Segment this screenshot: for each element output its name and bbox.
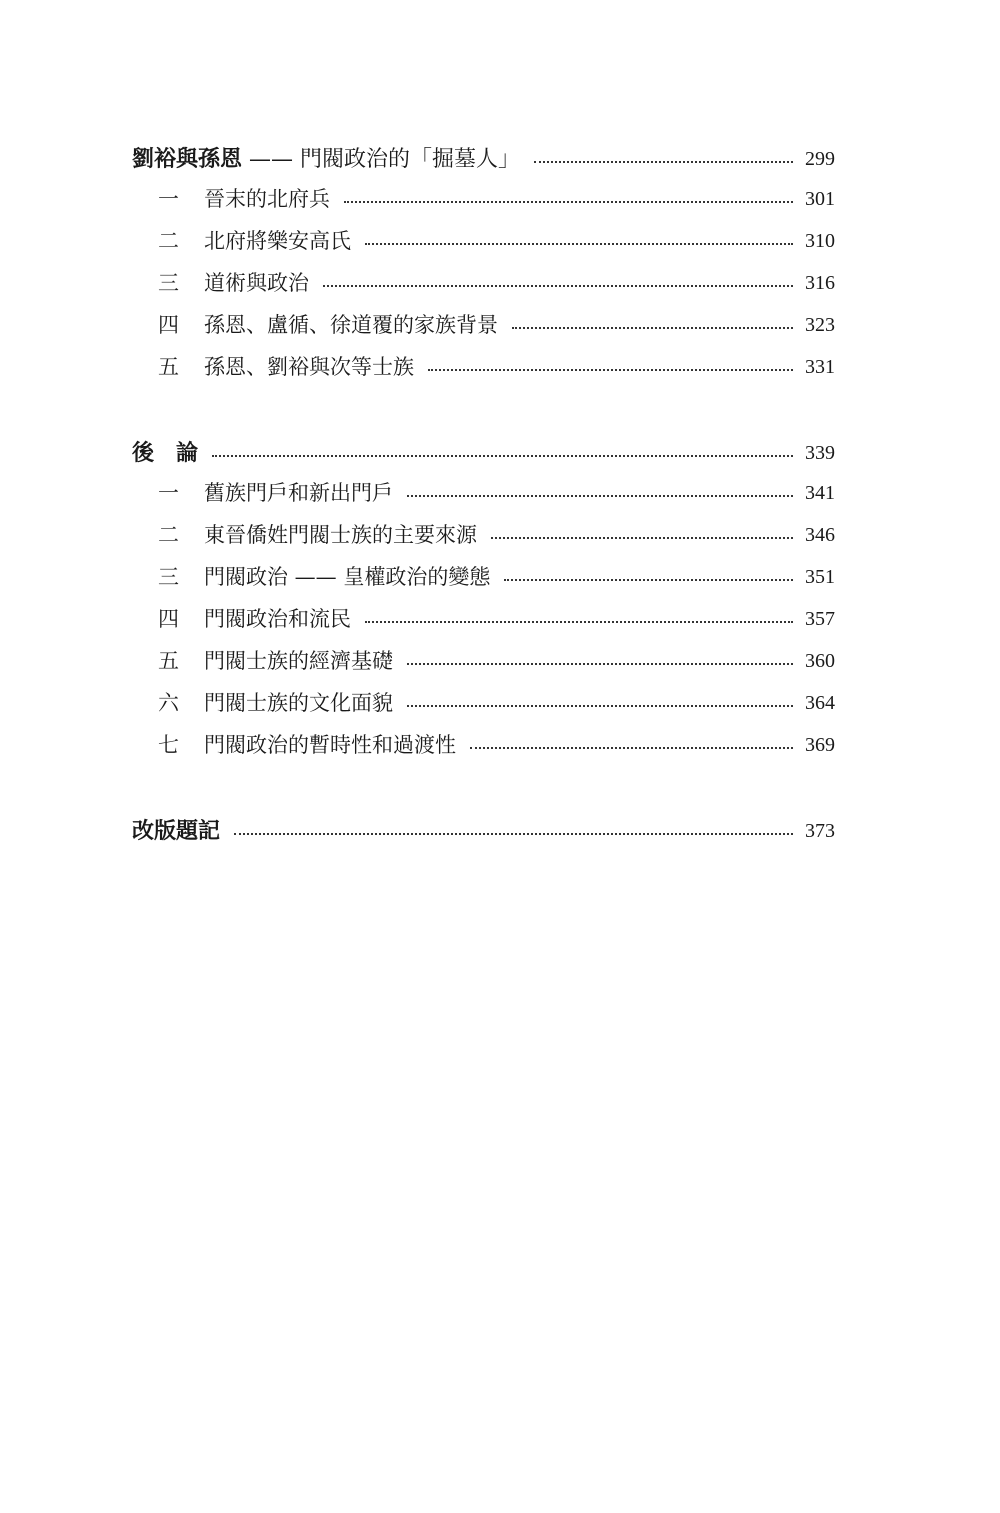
page-number: 310 bbox=[805, 230, 835, 252]
dot-leader bbox=[504, 579, 793, 581]
toc-section-conclusion bbox=[132, 434, 835, 766]
dot-leader bbox=[323, 285, 793, 287]
entry-number: 一 bbox=[158, 480, 179, 505]
toc-entry[interactable] bbox=[132, 724, 835, 766]
dot-leader bbox=[534, 161, 793, 163]
toc-entry[interactable] bbox=[132, 346, 835, 388]
entry-number: 三 bbox=[158, 270, 179, 295]
page-number: 331 bbox=[805, 356, 835, 378]
entry-number: 五 bbox=[158, 648, 179, 673]
chapter-subtitle: —— 門閥政治的「掘墓人」 bbox=[242, 146, 521, 172]
chapter-title: 改版題記 bbox=[132, 818, 221, 844]
toc-section-revision-note bbox=[132, 812, 835, 850]
toc-entry[interactable] bbox=[132, 514, 835, 556]
dot-leader bbox=[212, 455, 793, 457]
page-number: 301 bbox=[805, 188, 835, 210]
table-of-contents bbox=[132, 140, 835, 850]
dot-leader bbox=[365, 243, 793, 245]
toc-entry[interactable] bbox=[132, 178, 835, 220]
toc-section-liu-yu-sun-en bbox=[132, 140, 835, 388]
entry-number: 四 bbox=[158, 606, 179, 631]
dot-leader bbox=[470, 747, 793, 749]
page-number: 341 bbox=[805, 482, 835, 504]
entry-title: 門閥政治 —— 皇權政治的變態 bbox=[204, 564, 491, 589]
entry-number: 四 bbox=[158, 312, 179, 337]
dot-leader bbox=[365, 621, 793, 623]
entry-number: 七 bbox=[158, 732, 179, 757]
entry-title: 舊族門戶和新出門戶 bbox=[204, 480, 393, 505]
entry-number: 三 bbox=[158, 564, 179, 589]
chapter-title-char-2: 論 bbox=[176, 440, 199, 466]
dot-leader bbox=[428, 369, 793, 371]
toc-chapter-entry[interactable] bbox=[132, 140, 835, 178]
page-number: 346 bbox=[805, 524, 835, 546]
dot-leader bbox=[407, 705, 793, 707]
page-number: 364 bbox=[805, 692, 835, 714]
entry-title: 門閥政治的暫時性和過渡性 bbox=[204, 732, 456, 757]
entry-title: 東晉僑姓門閥士族的主要來源 bbox=[204, 522, 477, 547]
toc-entry[interactable] bbox=[132, 220, 835, 262]
toc-chapter-entry[interactable] bbox=[132, 434, 835, 472]
chapter-title bbox=[132, 442, 198, 464]
dot-leader bbox=[344, 201, 793, 203]
entry-number: 一 bbox=[158, 186, 179, 211]
page-number: 373 bbox=[805, 820, 835, 842]
page-number: 316 bbox=[805, 272, 835, 294]
toc-entry[interactable] bbox=[132, 598, 835, 640]
entry-title: 門閥士族的文化面貌 bbox=[204, 690, 393, 715]
entry-title: 門閥政治和流民 bbox=[204, 606, 351, 631]
dot-leader bbox=[407, 663, 793, 665]
page-number: 351 bbox=[805, 566, 835, 588]
toc-entry[interactable] bbox=[132, 640, 835, 682]
toc-entry[interactable] bbox=[132, 472, 835, 514]
entry-number: 二 bbox=[158, 228, 179, 253]
chapter-title-main: 劉裕與孫恩 bbox=[132, 145, 243, 172]
entry-title: 門閥士族的經濟基礎 bbox=[204, 648, 393, 673]
entry-title: 孫恩、劉裕與次等士族 bbox=[204, 354, 414, 379]
page-number: 299 bbox=[805, 148, 835, 170]
entry-title: 道術與政治 bbox=[204, 270, 309, 295]
entry-number: 五 bbox=[158, 354, 179, 379]
entry-title: 孫恩、盧循、徐道覆的家族背景 bbox=[204, 312, 498, 337]
dot-leader bbox=[491, 537, 793, 539]
entry-number: 六 bbox=[158, 690, 179, 715]
chapter-title bbox=[132, 145, 521, 172]
entry-title: 晉末的北府兵 bbox=[204, 186, 330, 211]
entry-number: 二 bbox=[158, 522, 179, 547]
toc-entry[interactable] bbox=[132, 556, 835, 598]
toc-entry[interactable] bbox=[132, 304, 835, 346]
toc-entry[interactable] bbox=[132, 682, 835, 724]
dot-leader bbox=[512, 327, 793, 329]
chapter-title-char-1: 後 bbox=[132, 440, 155, 466]
dot-leader bbox=[234, 833, 793, 835]
page-number: 360 bbox=[805, 650, 835, 672]
toc-chapter-entry[interactable] bbox=[132, 812, 835, 850]
page-number: 339 bbox=[805, 442, 835, 464]
page-number: 369 bbox=[805, 734, 835, 756]
page-number: 357 bbox=[805, 608, 835, 630]
dot-leader bbox=[407, 495, 793, 497]
entry-title: 北府將樂安高氏 bbox=[204, 228, 351, 253]
toc-entry[interactable] bbox=[132, 262, 835, 304]
page-number: 323 bbox=[805, 314, 835, 336]
